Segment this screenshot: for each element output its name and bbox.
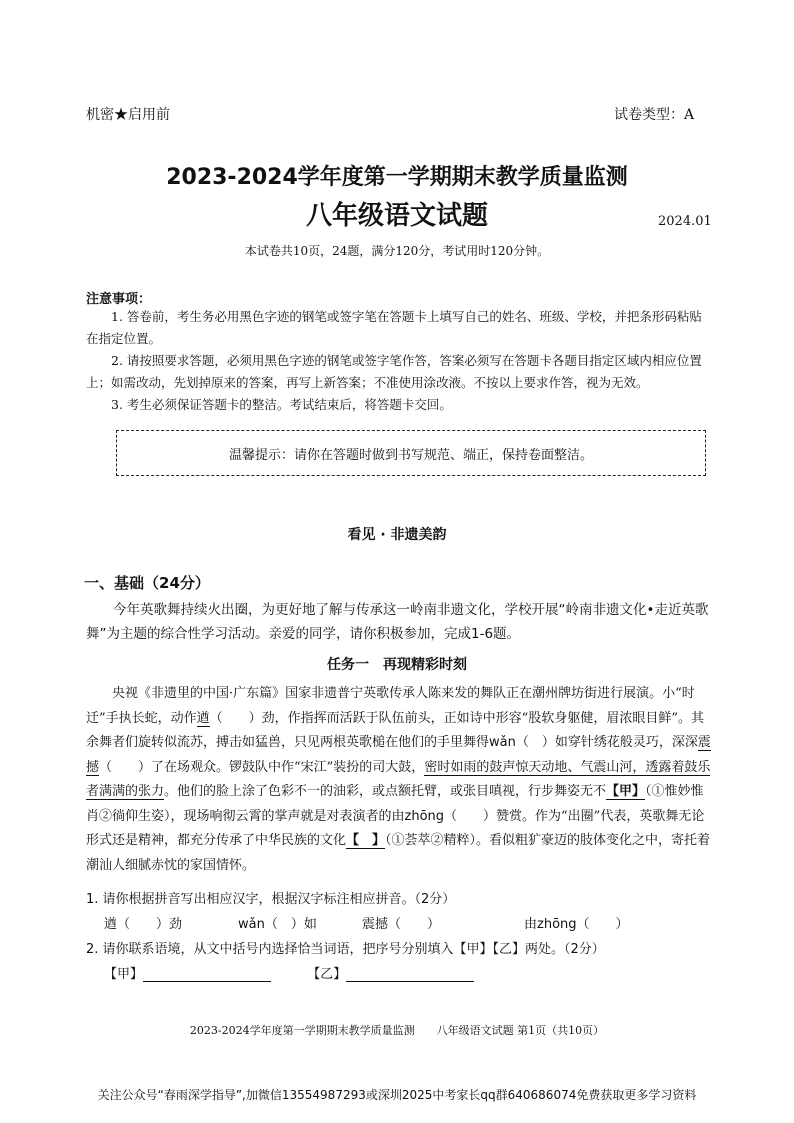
header-left: 机密★启用前 [86, 107, 170, 123]
q1-item: 由zhōng（ ） [524, 917, 629, 932]
notice-item: 1. 答卷前，考生务必用黑色字迹的钢笔或签字笔在答题卡上填写自己的姓名、班级、学校，并把条形码粘贴在指定位置。 [86, 309, 702, 346]
passage-text: （ ）赞赏。作为“出圈”代表，英歌舞无论形式还是精神，都充分传承了中华民族的文化 [86, 808, 705, 848]
passage-text: （ ）如穿针绣花般灵巧，深深 [515, 735, 698, 750]
page-footer: 2023-2024学年度第一学期期末教学质量监测 八年级语文试题 第1页（共10页） [189, 1024, 605, 1037]
passage-text: 央视《非遗里的中国·广东篇》国家非遗普宁英歌传承人陈来发的舞队正在潮州牌坊街进行展演。小“时迁”手执长蛇，动作 [86, 686, 695, 726]
blank-yi: 【 】 [346, 833, 386, 848]
task-heading: 任务一 再现精彩时刻 [327, 657, 467, 673]
ad-banner: 关注公众号“春雨深学指导”,加微信13554987293或深圳2025中考家长qq群640686074免费获取更多学习资料 [97, 1088, 697, 1102]
tip-box [116, 430, 706, 476]
q1-item: wǎn（ ）如 [238, 917, 317, 932]
theme-heading: 看见 · 非遗美韵 [347, 527, 447, 543]
passage-text: （①惟妙惟肖②徜仰生姿），现场响彻云霄的掌声就是对表演者的由 [86, 784, 704, 824]
question-2: 2. 请你联系语境，从文中括号内选择恰当词语，把序号分别填入【甲】【乙】两处。（2分） [86, 942, 605, 957]
notice-heading: 注意事项： [86, 292, 152, 307]
passage-text: 。他们的脸上涂了色彩不一的油彩，或点额托臂，或张目嗔视，行步舞姿无不 [164, 784, 607, 799]
underlined-sentence: 密时如雨的鼓声惊天动地、气震山河，透露着鼓乐者满满的张力 [86, 759, 711, 799]
passage [86, 682, 714, 878]
question-1: 1. 请你根据拼音写出相应汉字，根据汉字标注相应拼音。（2分） [86, 892, 456, 907]
page-title: 2023-2024学年度第一学期期末教学质量监测 [166, 165, 628, 190]
subject-title: 八年级语文试题 [305, 201, 488, 231]
answer-label-jia: 【甲】 [104, 967, 144, 982]
notice-item: 3. 考生必须保证答题卡的整洁。考试结束后，将答题卡交回。 [111, 397, 452, 412]
answer-line-yi[interactable] [346, 967, 474, 982]
blank-jia: 【甲】 [606, 784, 646, 799]
word-qiu: 遒 [196, 710, 210, 726]
intro-paragraph: 今年英歌舞持续火出圈，为更好地了解与传承这一岭南非遗文化，学校开展“岭南非遗文化•走近英歌舞”为主题的综合性学习活动。亲爱的同学，请你积极参加，完成1-6题。 [86, 602, 709, 642]
passage-text: （①荟萃②精粹）。看似粗犷豪迈的肢体变化之中，寄托着潮汕人细腻赤忱的家国情怀。 [86, 833, 711, 873]
pinyin-wan: wǎn [489, 735, 516, 750]
tip-text: 温馨提示：请你在答题时做到书写规范、端正，保持卷面整洁。 [228, 447, 593, 463]
notice-list [86, 306, 714, 416]
word-zhenhan: 震撼 [86, 735, 711, 775]
answer-line-jia[interactable] [143, 967, 271, 982]
q2-answers [104, 963, 474, 982]
notice-item: 2. 请按照要求答题，必须用黑色字迹的钢笔或签字笔作答，答案必须写在答题卡各题目指定区域内相应位置上；如需改动，先划掉原来的答案，再写上新答案；不准使用涂改液。不按以上要求作答，视为无效。 [86, 353, 702, 390]
pinyin-zhong: zhōng [404, 808, 445, 824]
exam-date: 2024.01 [658, 214, 712, 229]
q1-item: 遒（ ）劲 [104, 917, 183, 932]
passage-text: （ ）了在场观众。锣鼓队中作“宋江”装扮的司大鼓， [99, 759, 425, 775]
passage-text: （ ）劲，作指挥而活跃于队伍前头，正如诗中形容“股软身躯健，眉浓眼目鲜”。其余舞者们旋转似流苏，搏击如猛兽，只见两根英歌槌在他们的手里舞得 [86, 710, 704, 750]
answer-label-yi: 【乙】 [307, 967, 347, 982]
section-heading: 一、基础（24分） [84, 574, 210, 592]
header-right: 试卷类型：A [614, 107, 695, 123]
q1-item: 震撼（ ） [362, 917, 441, 932]
exam-info: 本试卷共10页，24题，满分120分，考试用时120分钟。 [244, 244, 550, 258]
